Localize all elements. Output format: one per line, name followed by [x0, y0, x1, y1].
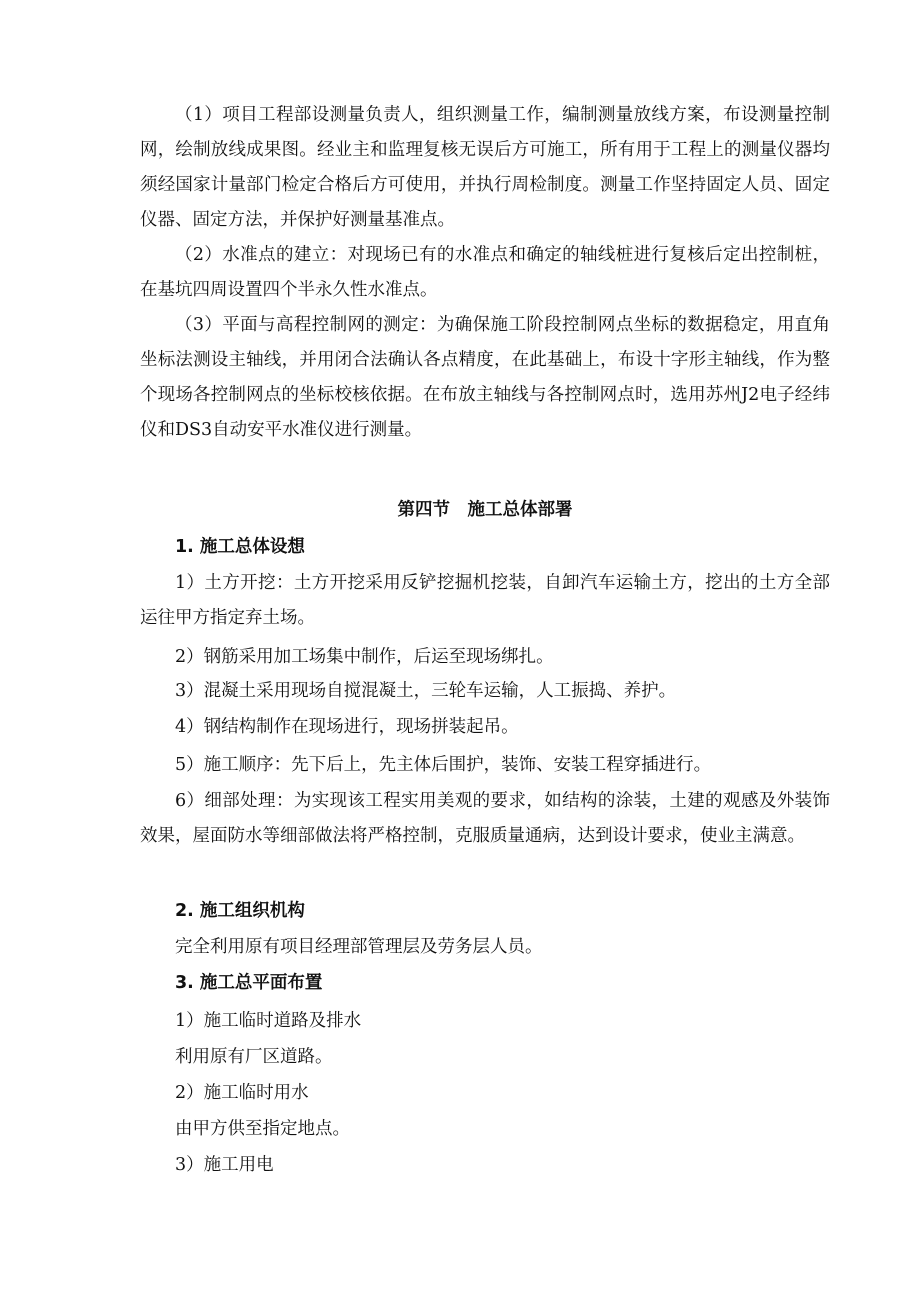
list-item-detail: 6）细部处理：为实现该工程实用美观的要求，如结构的涂装，土建的观感及外装饰效果，屋面防水等细部做法将严格控制，克服质量通病，达到设计要求，使业主满意。 [140, 791, 830, 846]
section-title: 第四节 施工总体部署 [397, 500, 573, 520]
line-water-text: 由甲方供至指定地点。 [175, 1119, 350, 1139]
line-temp-water: 2）施工临时用水 [175, 1083, 309, 1103]
list-item-rebar: 2）钢筋采用加工场集中制作，后运至现场绑扎。 [175, 647, 554, 667]
paragraph-survey-team: （1）项目工程部设测量负责人，组织测量工作，编制测量放线方案，布设测量控制网，绘制放线成果图。经业主和监理复核无误后方可施工，所有用于工程上的测量仪器均须经国家计量部门检定合格后方可使用，并执行周检制度。测量工作坚持固定人员、固定仪器、固定方法，并保护好测量基准点。 [140, 105, 830, 230]
list-item-sequence: 5）施工顺序：先下后上，先主体后围护，装饰、安装工程穿插进行。 [175, 755, 712, 775]
paragraph-organization: 完全利用原有项目经理部管理层及劳务层人员。 [175, 937, 543, 957]
paragraph-benchmark: （2）水准点的建立：对现场已有的水准点和确定的轴线桩进行复核后定出控制桩，在基坑四周设置四个半永久性水准点。 [140, 245, 830, 300]
subheading-overall-plan: 1. 施工总体设想 [175, 537, 305, 557]
subheading-site-layout: 3. 施工总平面布置 [175, 973, 323, 993]
paragraph-control-network: （3）平面与高程控制网的测定：为确保施工阶段控制网点坐标的数据稳定，用直角坐标法测设主轴线，并用闭合法确认各点精度，在此基础上，布设十字形主轴线，作为整个现场各控制网点的坐标校核依据。在布放主轴线与各控制网点时，选用苏州J2电子经纬仪和DS3自动安平水准仪进行测量。 [140, 315, 830, 440]
list-item-concrete: 3）混凝土采用现场自搅混凝土，三轮车运输，人工振捣、养护。 [175, 681, 677, 701]
line-road-text: 利用原有厂区道路。 [175, 1047, 333, 1067]
list-item-earthwork: 1）土方开挖：土方开挖采用反铲挖掘机挖装，自卸汽车运输土方，挖出的土方全部运往甲方指定弃土场。 [140, 573, 830, 628]
subheading-organization: 2. 施工组织机构 [175, 901, 305, 921]
line-power: 3）施工用电 [175, 1155, 274, 1175]
list-item-steel-structure: 4）钢结构制作在现场进行，现场拼装起吊。 [175, 717, 519, 737]
line-temp-road: 1）施工临时道路及排水 [175, 1011, 362, 1031]
